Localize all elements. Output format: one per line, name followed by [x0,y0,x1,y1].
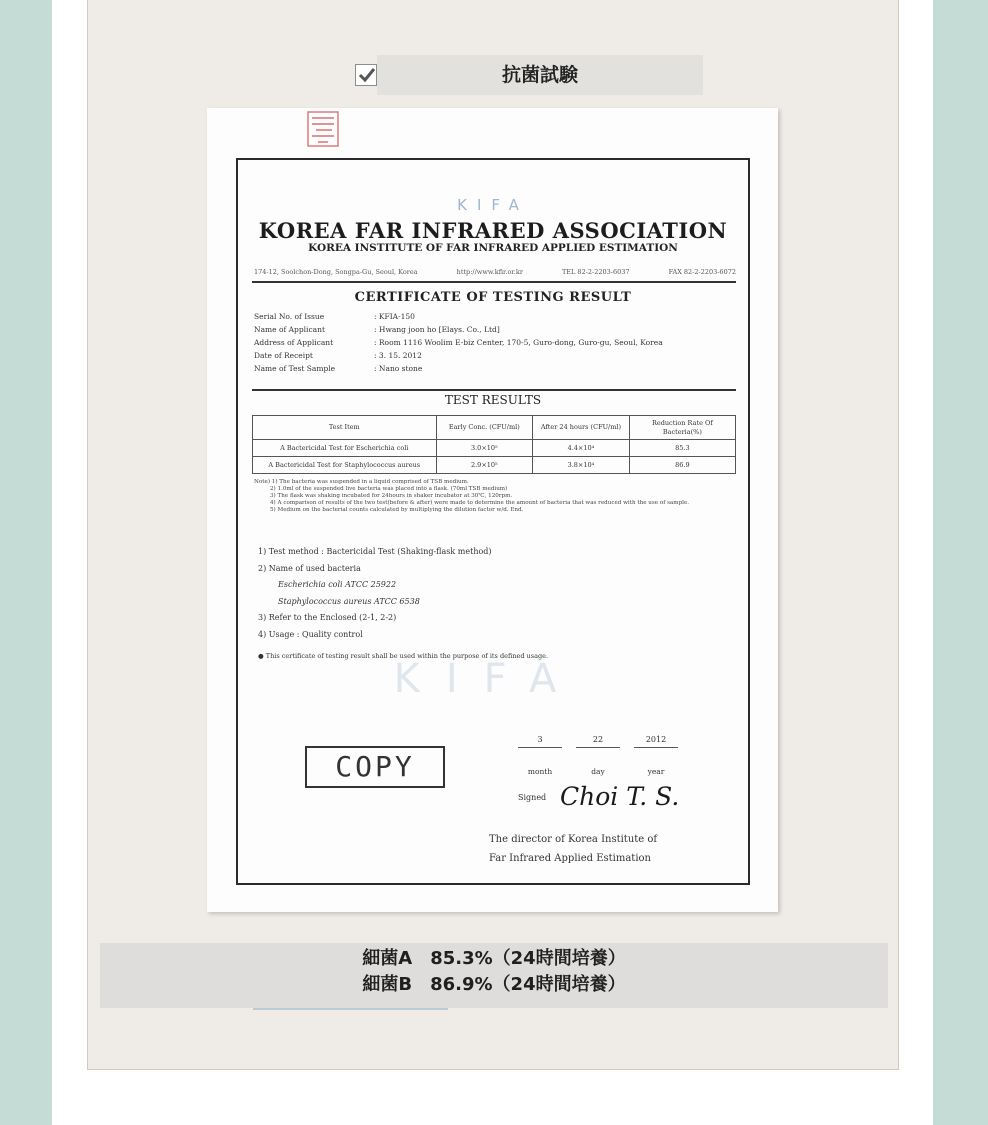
copy-stamp: COPY [305,746,445,788]
signed-label: Signed [518,793,547,802]
test-results-table [252,415,736,474]
info-row: Name of Test Sample : Nano stone [254,364,423,373]
date-month: 3 [518,735,562,748]
table-row [253,440,736,457]
table-header-row [253,416,736,440]
date-labels: month day year [527,767,665,776]
usage-note: ● This certificate of testing result shall be used within the purpose of its defined usage. [258,652,549,660]
red-seal-stamp [304,110,342,150]
director-title: The director of Korea Institute of Far Infrared Applied Estimation [489,834,658,864]
institute-name: KOREA INSTITUTE OF FAR INFRARED APPLIED ESTIMATION [308,242,678,254]
info-row: Name of Applicant : Hwang joon ho [Elays. Co., Ltd] [254,325,500,334]
checkbox-checked-icon [355,64,377,86]
certificate-title: CERTIFICATE OF TESTING RESULT [354,290,632,305]
info-row: Date of Receipt : 3. 15. 2012 [254,351,422,360]
association-name: KOREA FAR INFRARED ASSOCIATION [258,218,728,243]
right-margin [933,0,988,1125]
date-day: 22 [576,735,620,748]
kifa-watermark [338,630,638,720]
section-title: 抗菌試験 [501,64,578,86]
table-cell: 3.0×10⁵ [436,440,533,457]
certificate-image [207,108,778,912]
certificate-frame [236,158,750,885]
result-summary [100,946,888,998]
contact-line: 174-12, Soolchon-Dong, Songpa-Gu, Seoul, Korea http://www.kfir.or.kr TEL 82-2-2203-6037 FAX 82-2-2203-6072 [254,268,736,276]
result-line-a: 細菌A 85.3%（24時間培養） [362,948,626,969]
test-method-list: 1) Test method : Bactericidal Test (Shaking-flask method) 2) Name of used bacteria Escherichia coli ATCC 25922 Staphylococcus aureus ATCC 6538 3) Refer to the Enclosed (2-1, 2-2) 4) Usage : Quality control [258,547,492,639]
info-row: Serial No. of Issue : KFIA-150 [254,312,415,321]
table-cell: A Bactericidal Test for Escherichia coli [253,440,437,457]
issue-date [518,735,678,748]
test-results-title: TEST RESULTS [444,393,542,407]
table-cell: 3.8×10⁴ [533,457,630,474]
table-row [253,457,736,474]
divider [252,389,736,391]
signature: Choi T. S. [560,782,680,811]
svg-text:KIFA: KIFA [393,656,583,702]
table-header-cell: Early Conc. (CFU/ml) [436,416,533,440]
table-header-cell: After 24 hours (CFU/ml) [533,416,630,440]
table-cell: 85.3 [629,440,735,457]
result-line-b: 細菌B 86.9%（24時間培養） [362,974,626,995]
applicant-info [254,310,734,375]
table-cell: 4.4×10⁴ [533,440,630,457]
table-cell: A Bactericidal Test for Staphylococcus aureus [253,457,437,474]
kifa-logo-text: KIFA [457,196,529,214]
table-cell: 2.9×10⁵ [436,457,533,474]
left-margin [0,0,52,1125]
date-year: 2012 [634,735,678,748]
divider [252,281,736,283]
table-header-cell: Reduction Rate Of Bacteria(%) [629,416,735,440]
table-header-cell: Test Item [253,416,437,440]
info-row: Address of Applicant : Room 1116 Woolim E-biz Center, 170-5, Guro-dong, Guro-gu, Seoul, Korea [254,338,663,347]
table-cell: 86.9 [629,457,735,474]
cropped-fragment [253,1008,448,1010]
test-notes: Note) 1) The bacteria was suspended in a liquid comprised of TSB medium. 2) 1.0ml of the suspended live bacteria was placed into a flask. (70ml TSB medium) 3) The flask was shaking incubated for 24hours in shaker incubator at 30℃, 120rpm. 4) A comparison of results of the two test(before & after) were made to determine the amount of bacteria that was reduced with the use of sample. 5) Medium on the bacterial counts calculated by multiplying the dilution factor w/d. End. [254,479,690,513]
